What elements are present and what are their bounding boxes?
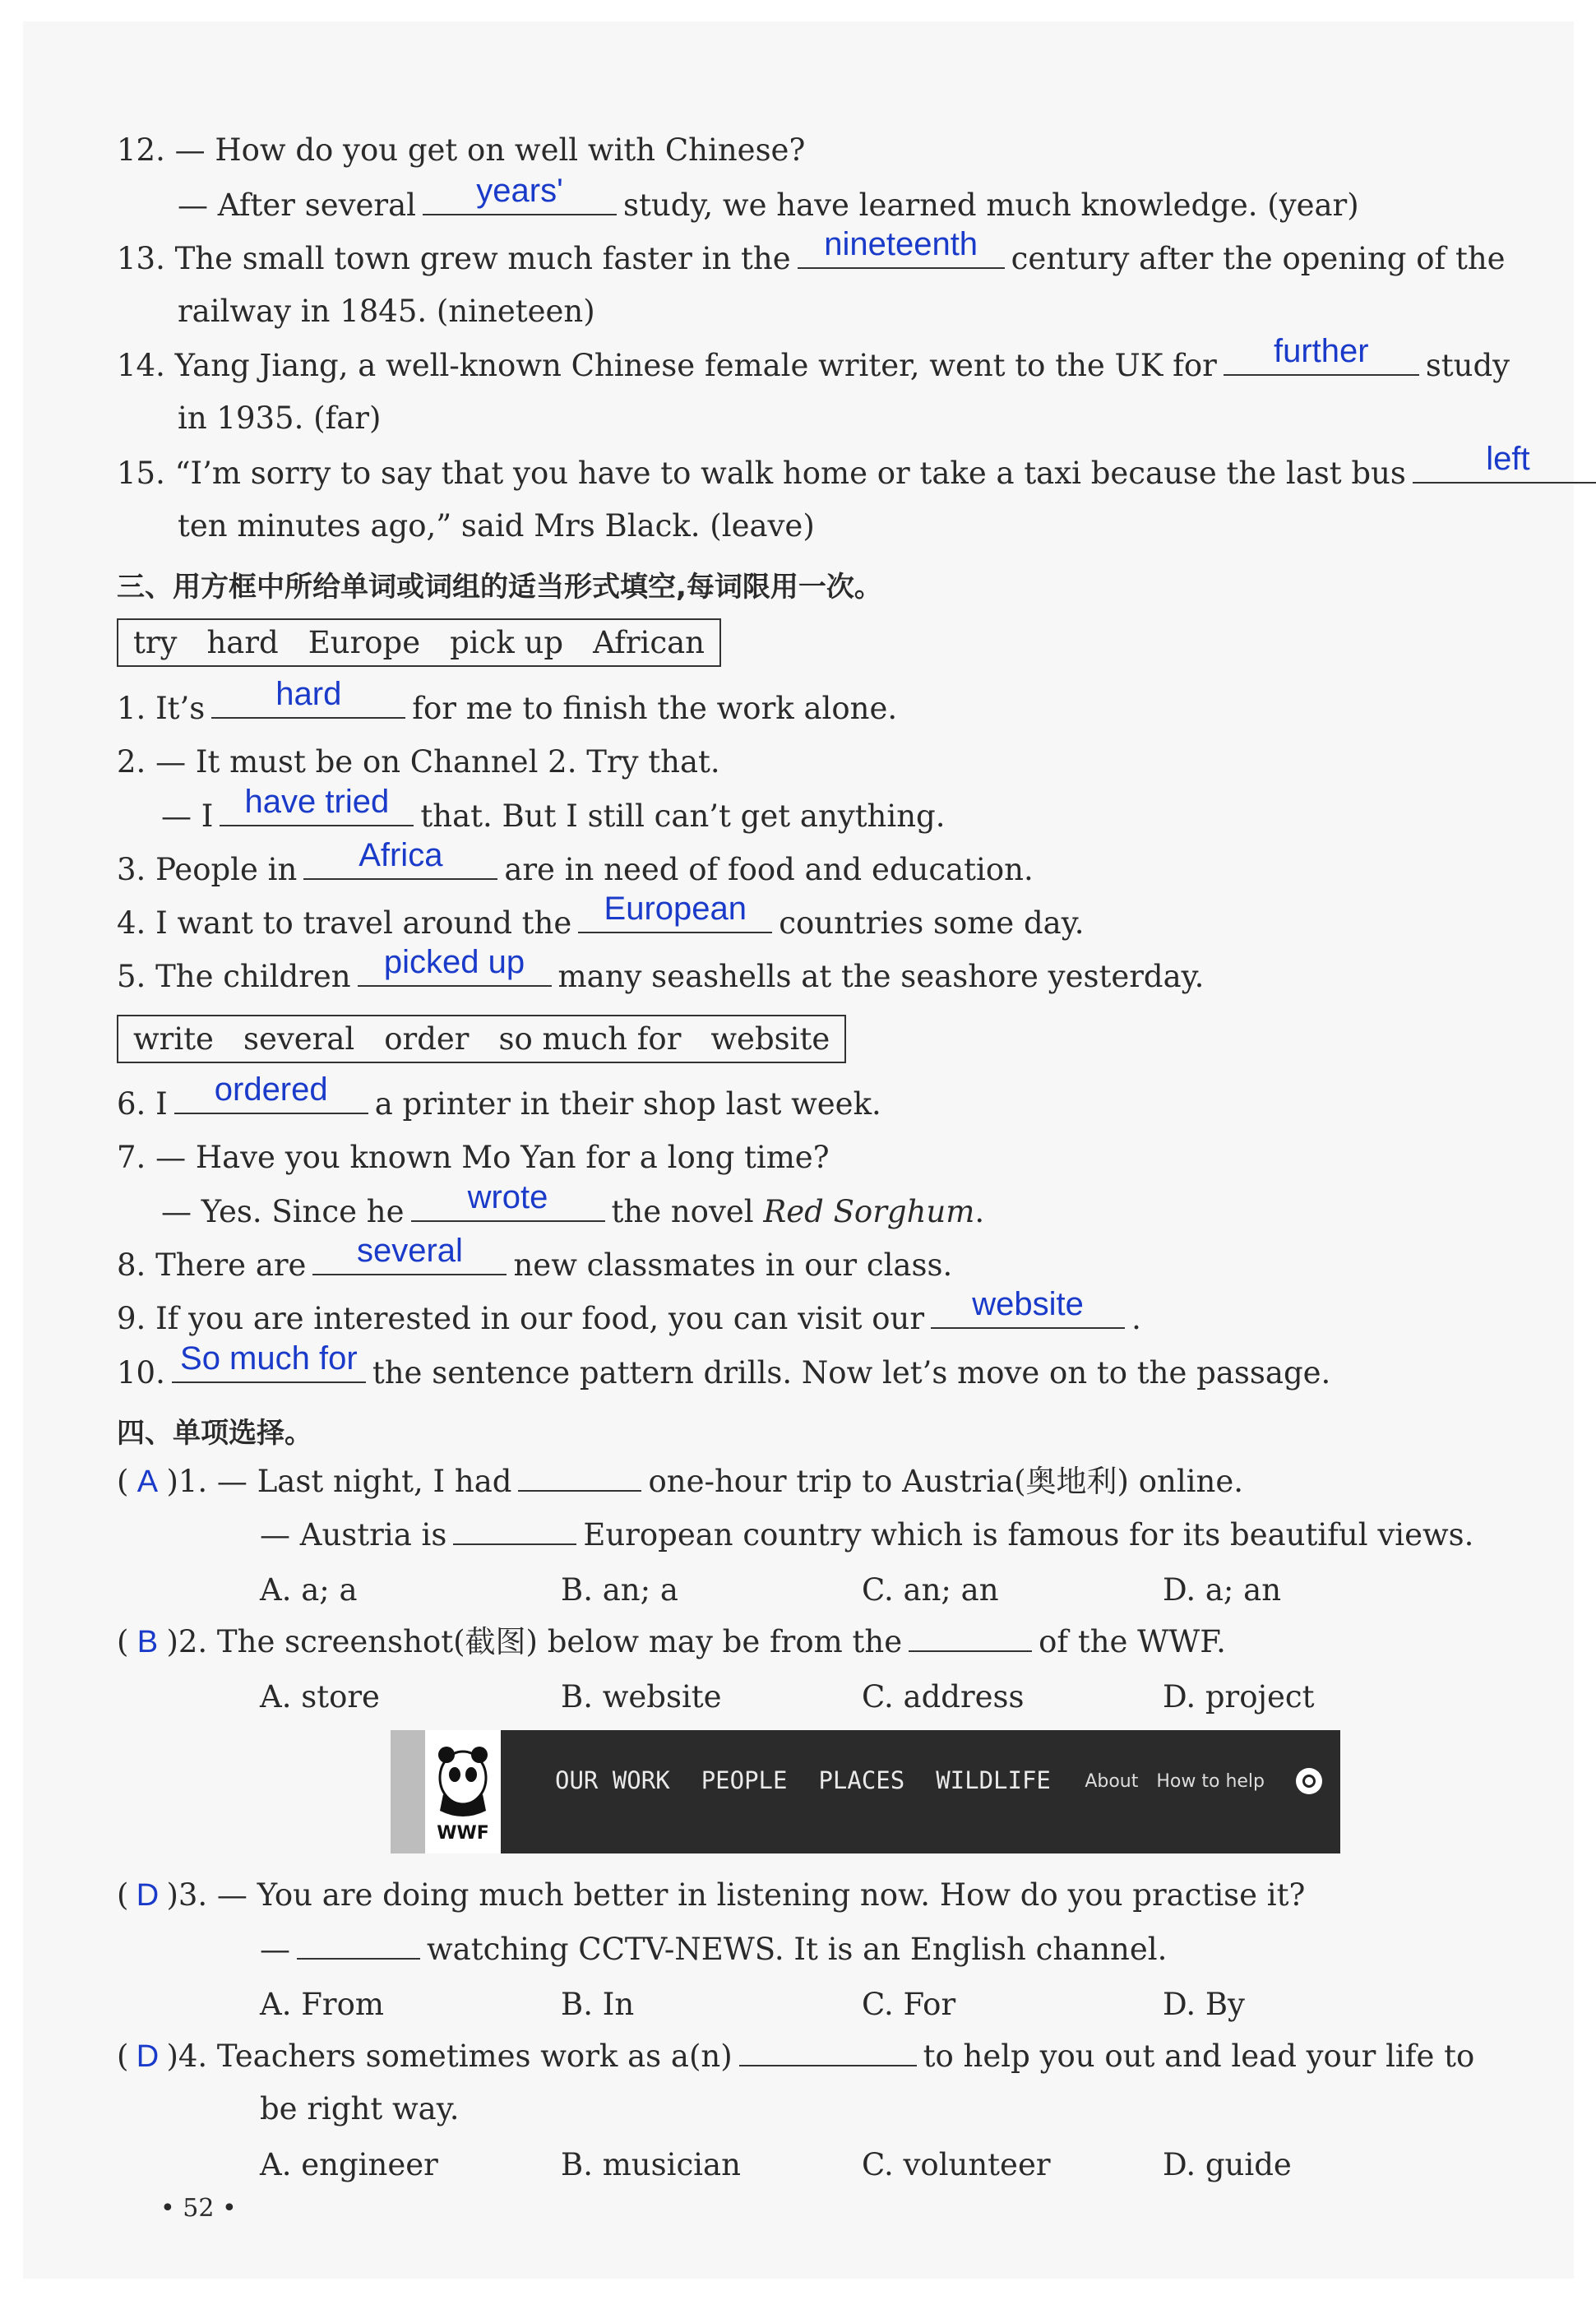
wwf-nav-item[interactable]: OUR WORK [555,1766,670,1794]
s3-q7-text: — Yes. Since he [161,1194,405,1229]
mc-q3-option-d[interactable]: D. By [1163,1987,1245,2022]
answer-blank-s3-6[interactable] [174,1071,368,1114]
answer-12: years' [476,173,563,209]
mc-q2-option-a[interactable]: A. store [260,1679,380,1715]
answer-blank-s3-8[interactable] [312,1233,507,1275]
answer-blank-s3-10[interactable] [172,1340,366,1383]
mc-question-3-line1: ( D )3. — You are doing much better in listening now. How do you practise it? [117,1877,1306,1913]
wwf-nav-item[interactable]: PEOPLE [701,1766,788,1794]
s3-q1-text: 1. It’s [117,691,206,726]
wwf-logo-text: WWF [437,1823,489,1844]
answer-s3-5: picked up [383,944,525,980]
mc-q3-option-a[interactable]: A. From [260,1987,384,2022]
mc-q2-text: )2. The screenshot(截图) below may be from the [166,1624,903,1659]
answer-blank-15[interactable] [1413,441,1596,484]
mc-q2-option-d[interactable]: D. project [1163,1679,1315,1715]
mc-blank-2 [909,1626,1032,1652]
mc-blank-1a [518,1465,641,1492]
s3-q7-tail: the novel [611,1194,754,1229]
question-14-line1 [117,333,1510,383]
word-box-item: African [593,625,705,660]
mc-q3-option-c[interactable]: C. For [862,1987,956,2022]
mc-q3-option-b[interactable]: B. In [561,1987,635,2022]
question-12-line2 [178,173,1359,223]
answer-blank-s3-4[interactable] [578,891,772,933]
mc-q1-option-c[interactable]: C. an; an [862,1572,999,1608]
wwf-help-link[interactable]: How to help [1156,1771,1265,1792]
mc-blank-3 [297,1933,420,1960]
mc-q1-tail: one-hour trip to Austria(奥地利) online. [648,1464,1243,1499]
mc-q3-text: )3. — You are doing much better in listening now. How do you practise it? [166,1877,1306,1913]
s3-question-5 [117,944,1205,994]
s3-q8-tail: new classmates in our class. [513,1247,953,1283]
answer-blank-s3-2[interactable] [220,784,414,826]
answer-s3-3: Africa [359,837,443,873]
mc-blank-1b [453,1519,576,1545]
answer-s3-6: ordered [214,1071,328,1108]
s3-question-7-line2: — Yes. Since he wrote the novel Red Sorghum. [161,1179,985,1229]
s3-q2-text: — I [161,798,214,834]
section-4-title: 四、单项选择。 [117,1417,312,1450]
mc-q1-text: )1. — Last night, I had [166,1464,512,1499]
mc-q3-line2-text: — [260,1932,290,1967]
mc-q4-option-b[interactable]: B. musician [561,2147,741,2182]
s3-question-3 [117,837,1034,887]
answer-blank-14[interactable] [1224,333,1419,376]
answer-13: nineteenth [824,226,978,262]
answer-blank-s3-5[interactable] [358,944,552,987]
mc-q3-line2-tail: watching CCTV-NEWS. It is an English channel. [427,1932,1168,1967]
s3-question-8 [117,1233,953,1283]
mc-question-1-line1: ( A )1. — Last night, I had one-hour trip to Austria(奥地利) online. [117,1464,1243,1499]
mc-answer-1[interactable]: A [136,1465,159,1499]
s3-q10-tail: the sentence pattern drills. Now let’s move on to the passage. [372,1355,1331,1391]
question-12-text: — After several [178,187,417,223]
question-12-line1: 12. — How do you get on well with Chinese? [117,132,806,168]
question-13-text: 13. The small town grew much faster in the [117,241,791,276]
mc-q1-line2-text: — Austria is [260,1517,447,1553]
mc-q4-option-a[interactable]: A. engineer [260,2147,438,2182]
mc-answer-3[interactable]: D [136,1878,160,1913]
s3-q1-tail: for me to finish the work alone. [412,691,898,726]
wwf-about-link[interactable]: About [1085,1771,1139,1792]
answer-blank-s3-3[interactable] [303,837,497,880]
novel-title: Red Sorghum [763,1194,975,1229]
question-15-line2: ten minutes ago,” said Mrs Black. (leave) [178,508,815,544]
section-3-title: 三、用方框中所给单词或词组的适当形式填空,每词限用一次。 [117,571,882,604]
mc-q1-option-b[interactable]: B. an; a [561,1572,678,1608]
question-15-line1 [117,441,1596,491]
word-box-item: write [133,1021,214,1057]
mc-q4-text: )4. Teachers sometimes work as a(n) [166,2039,733,2074]
s3-question-9 [117,1286,1141,1336]
answer-s3-10: So much for [180,1340,358,1377]
s3-q9-tail: . [1131,1301,1141,1336]
word-box-item: so much for [498,1021,682,1057]
answer-s3-9: website [972,1286,1084,1322]
s3-q9-text: 9. If you are interested in our food, you can visit our [117,1301,925,1336]
word-box-2 [117,1015,846,1063]
mc-answer-2[interactable]: B [136,1625,159,1659]
wwf-website-screenshot [391,1730,1340,1853]
question-14-tail: study [1425,348,1510,383]
answer-s3-2: have tried [244,784,390,820]
mc-question-4-line2: be right way. [260,2091,460,2126]
mc-q4-option-c[interactable]: C. volunteer [862,2147,1051,2182]
question-13-line1 [117,226,1506,276]
question-13-line2: railway in 1845. (nineteen) [178,294,595,329]
wwf-panda-logo [425,1730,501,1853]
s3-q6-tail: a printer in their shop last week. [374,1086,881,1122]
question-14-line2: in 1935. (far) [178,400,382,436]
mc-q1-option-a[interactable]: A. a; a [260,1572,358,1608]
s3-question-2-line2 [161,784,946,834]
answer-blank-s3-1[interactable] [211,676,405,719]
answer-s3-4: European [604,891,747,927]
mc-q1-line2-tail: European country which is famous for its beautiful views. [583,1517,1474,1553]
wwf-nav [555,1766,1082,1794]
word-box-item: hard [206,625,279,660]
s3-q5-text: 5. The children [117,959,351,994]
wwf-nav-item[interactable]: PLACES [818,1766,905,1794]
mc-question-4-line1: ( D )4. Teachers sometimes work as a(n) to help you out and lead your life to [117,2039,1475,2074]
question-15-text: 15. “I’m sorry to say that you have to walk home or take a taxi because the last bus [117,456,1406,491]
s3-q6-text: 6. I [117,1086,168,1122]
s3-question-1 [117,676,898,726]
wwf-nav-item[interactable]: WILDLIFE [936,1766,1051,1794]
mc-q2-option-c[interactable]: C. address [862,1679,1025,1715]
search-icon[interactable] [1296,1768,1322,1794]
s3-question-10 [117,1340,1331,1391]
mc-q2-tail: of the WWF. [1039,1624,1226,1659]
s3-question-2-line1: 2. — It must be on Channel 2. Try that. [117,744,720,780]
s3-q4-tail: countries some day. [779,905,1085,941]
s3-q3-tail: are in need of food and education. [504,852,1034,887]
mc-q4-option-d[interactable]: D. guide [1163,2147,1292,2182]
s3-question-7-line1: 7. — Have you known Mo Yan for a long time? [117,1140,830,1175]
mc-question-1-line2 [260,1517,1474,1553]
s3-q5-tail: many seashells at the seashore yesterday. [557,959,1205,994]
question-13-tail: century after the opening of the [1011,241,1506,276]
answer-s3-8: several [356,1233,463,1269]
word-box-item: website [710,1021,830,1057]
wwf-utility-links [1085,1771,1283,1792]
s3-q10-text: 10. [117,1355,165,1391]
question-14-text: 14. Yang Jiang, a well-known Chinese female writer, went to the UK for [117,348,1217,383]
mc-blank-4 [739,2040,917,2066]
answer-15: left [1486,441,1530,477]
s3-q2-tail: that. But I still can’t get anything. [420,798,946,834]
word-box-1 [117,618,721,667]
mc-answer-4[interactable]: D [136,2039,160,2074]
answer-14: further [1274,333,1369,369]
s3-q8-text: 8. There are [117,1247,307,1283]
word-box-item: several [243,1021,355,1057]
mc-question-2-line1: ( B )2. The screenshot(截图) below may be from the of the WWF. [117,1624,1226,1659]
s3-question-6 [117,1071,881,1122]
mc-q4-tail: to help you out and lead your life to [923,2039,1475,2074]
mc-question-3-line2 [260,1932,1168,1967]
s3-q3-text: 3. People in [117,852,298,887]
answer-s3-7: wrote [467,1179,548,1215]
answer-blank-12[interactable] [423,173,617,215]
question-12-tail: study, we have learned much knowledge. (year) [623,187,1359,223]
s3-q4-text: 4. I want to travel around the [117,905,572,941]
banner-edge [391,1730,425,1853]
answer-blank-13[interactable] [798,226,1005,269]
mc-q2-option-b[interactable]: B. website [561,1679,722,1715]
answer-s3-1: hard [275,676,342,712]
word-box-item: Europe [308,625,421,660]
word-box-item: pick up [450,625,564,660]
answer-blank-s3-7[interactable] [411,1179,605,1222]
s3-question-4 [117,891,1085,941]
word-box-item: order [384,1021,470,1057]
mc-q1-option-d[interactable]: D. a; an [1163,1572,1282,1608]
answer-blank-s3-9[interactable] [931,1286,1125,1329]
page-number: • 52 • [160,2194,237,2223]
word-box-item: try [133,625,178,660]
